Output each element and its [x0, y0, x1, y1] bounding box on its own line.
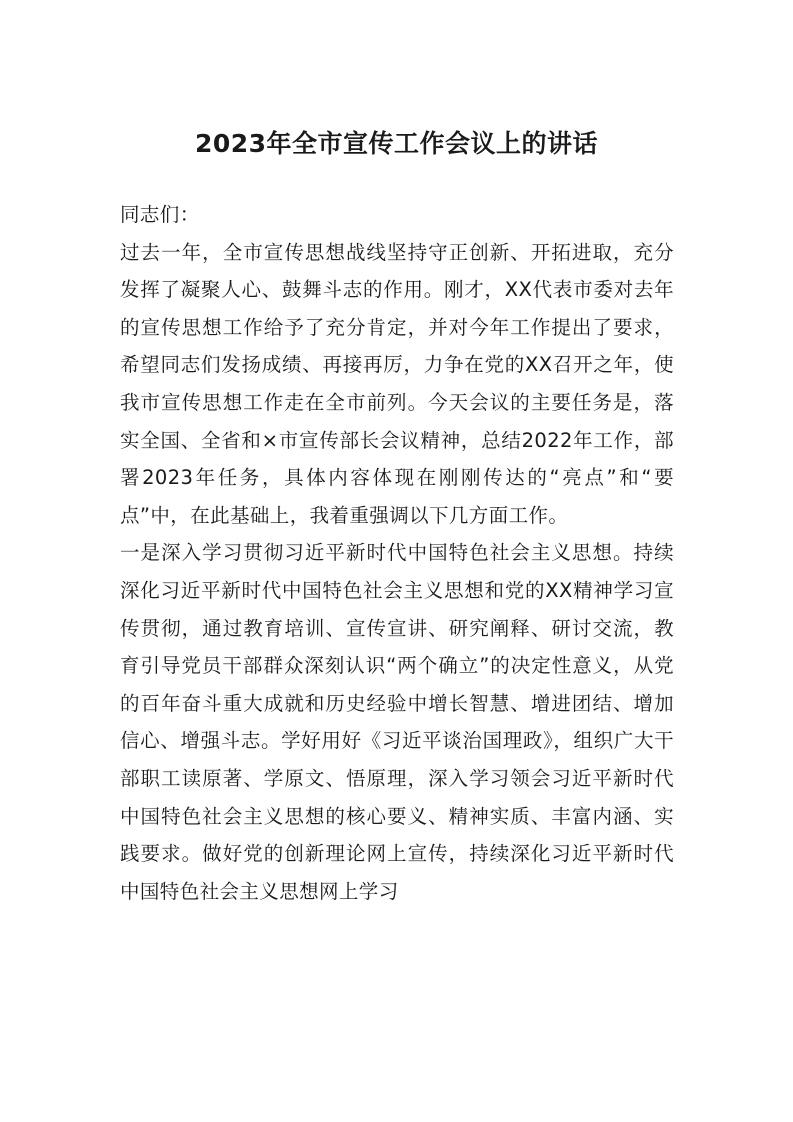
paragraph-intro: 过去一年，全市宣传思想战线坚持守正创新、开拓进取，充分发挥了凝聚人心、鼓舞斗志的作用。刚才，XX代表市委对去年的宣传思想工作给予了充分肯定，并对今年工作提出了要求，希望同志们发扬成绩、再接再厉，力争在党的XX召开之年，使我市宣传思想工作走在全市前列。今天会议的主要任务是，落实全国、全省和×市宣传部长会议精神，总结2022年工作，部署2023年任务，具体内容体现在刚刚传达的“亮点”和“要点”中，在此基础上，我着重强调以下几方面工作。 — [120, 240, 674, 527]
paragraph-point-one: 一是深入学习贯彻习近平新时代中国特色社会主义思想。持续深化习近平新时代中国特色社会主义思想和党的XX精神学习宣传贯彻，通过教育培训、宣传宣讲、研究阐释、研讨交流，教育引导党员干部群众深刻认识“两个确立”的决定性意义，从党的百年奋斗重大成就和历史经验中增长智慧、增进团结、增加信心、增强斗志。学好用好《习近平谈治国理政》，组织广大干部职工读原著、学原文、悟原理，深入学习领会习近平新时代中国特色社会主义思想的核心要义、精神实质、丰富内涵、实践要求。做好党的创新理论网上宣传，持续深化习近平新时代中国特色社会主义思想网上学习 — [120, 541, 674, 903]
document-title: 2023年全市宣传工作会议上的讲话 — [194, 129, 599, 158]
document-body — [120, 196, 674, 910]
salutation: 同志们： — [120, 203, 200, 226]
